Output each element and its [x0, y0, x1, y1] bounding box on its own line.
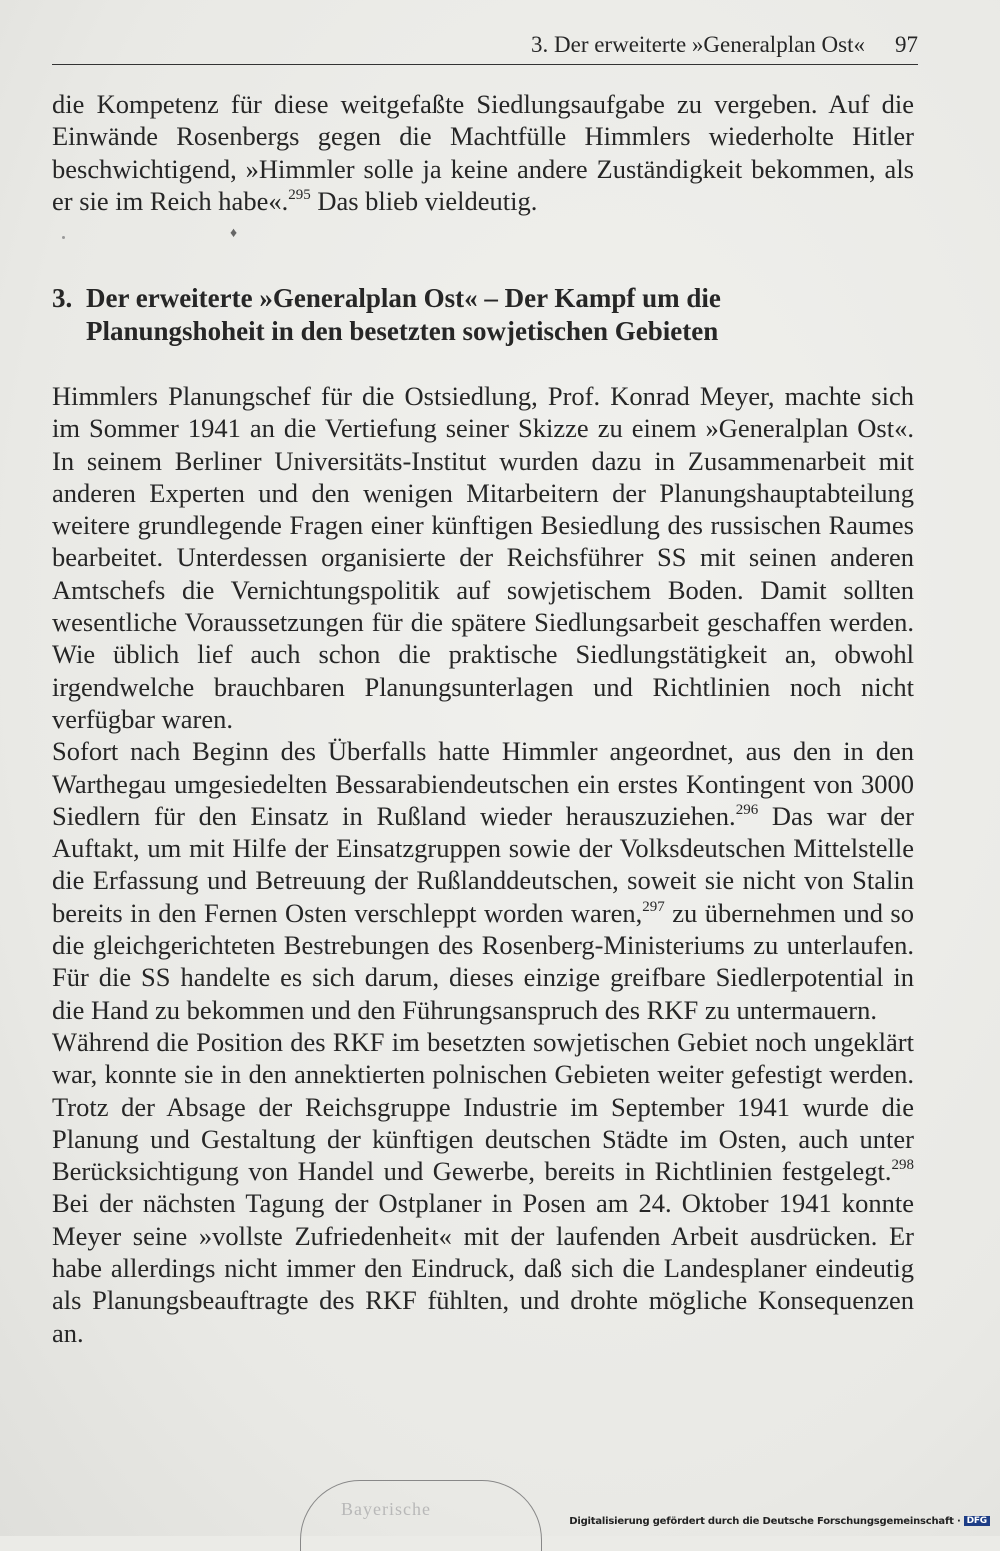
diamond-mark-icon: ♦: [230, 226, 238, 241]
dfg-logo-icon: DFG: [964, 1516, 990, 1526]
paragraph-3-part-a: Während die Position des RKF im besetzten sowjetischen Gebiet noch ungeklärt war, konnte sie in den annektierten polnischen Gebieten weiter gefestigt werden. Trotz der Absage der Reichsgruppe Industrie im September 1941 wurde die Planung und Gestaltung der künftigen deutschen Städte im Osten, auch unter Berücksichtigung von Handel und Gewerbe, bereits in Richtlinien festgelegt.: [52, 1026, 914, 1187]
stamp-text: Bayerische: [341, 1499, 431, 1519]
paragraph-3-part-b: Bei der nächsten Tagung der Ostplaner in Posen am 24. Oktober 1941 konnte Meyer seine »vollste Zufriedenheit« mit der laufenden Arbeit ausdrücken. Er habe allerdings nicht immer den Eindruck, daß sich die Landesplaner eindeutig als Planungsbeauftragte des RKF fühlten, und drohte mögliche Konsequenzen an.: [52, 1188, 914, 1348]
footnote-ref-296[interactable]: 296: [735, 801, 759, 818]
paragraph-2-part-b: Das war der Auftakt, um mit Hilfe der Einsatzgruppen sowie der Volksdeutschen Mittelstelle die Erfassung und Betreuung der Rußlanddeutschen, soweit sie nicht von Stalin bereits in den Fernen Osten verschleppt worden waren,: [52, 800, 914, 928]
paragraph-2-part-c: zu übernehmen und so die gleichgerichteten Bestrebungen des Rosenberg-Ministeriums zu unterlaufen. Für die SS handelte es sich darum, dieses einzige greifbare Siedlerpotential in die Hand zu bekommen und den Führungsanspruch des RKF zu untermauern.: [52, 897, 914, 1025]
footnote-ref-297[interactable]: 297: [642, 898, 665, 915]
running-header: [52, 30, 918, 60]
footnote-ref-298[interactable]: 298: [891, 1157, 914, 1174]
section-title-line2: Planungshoheit in den besetzten sowjetischen Gebieten: [86, 316, 719, 346]
section-number: 3.: [52, 283, 73, 313]
header-rule: [52, 64, 918, 65]
library-stamp: [300, 1480, 542, 1551]
paragraph-2-part-a: Sofort nach Beginn des Überfalls hatte Himmler angeordnet, aus den in den Warthegau umgesiedelten Bessarabiendeutschen ein erstes Kontingent von 3000 Siedlern für den Einsatz in Rußland wieder herauszuziehen.: [52, 736, 914, 831]
digitization-credit: [569, 1516, 990, 1527]
page-number: 97: [895, 32, 918, 57]
paragraph-3: [52, 1026, 914, 1349]
section-heading: [52, 282, 912, 348]
dot-mark: [62, 236, 65, 239]
main-text: [52, 380, 914, 1349]
intro-text: die Kompetenz für diese weitgefaßte Siedlungsaufgabe zu vergeben. Auf die Einwände Rosenbergs gegen die Machtfülle Himmlers wiederholte Hitler beschwichtigend, »Himmler solle ja keine andere Zuständigkeit bekommen, als er sie im Reich habe«.: [52, 89, 914, 216]
paragraph-2: [52, 735, 914, 1026]
intro-text-end: Das blieb vieldeutig.: [310, 185, 538, 216]
credit-text: Digitalisierung gefördert durch die Deutsche Forschungsgemeinschaft ·: [569, 1516, 961, 1527]
intro-paragraph: [52, 88, 914, 217]
paragraph-1: Himmlers Planungschef für die Ostsiedlung, Prof. Konrad Meyer, machte sich im Sommer 1941 an die Vertiefung seiner Skizze zu einem »Generalplan Ost«. In seinem Berliner Universitäts-Institut wurden dazu in Zusammenarbeit mit anderen Experten und den wenigen Mitarbeitern der Planungshauptabteilung weitere grundlegende Fragen einer künftigen Besiedlung des russischen Raumes bearbeitet. Unterdessen organisierte der Reichsführer SS mit seinen anderen Amtschefs die Vernichtungspolitik auf sowjetischem Boden. Damit sollten wesentliche Voraussetzungen für die spätere Siedlungsarbeit geschaffen werden. Wie üblich lief auch schon die praktische Siedlungstätigkeit an, obwohl irgendwelche brauchbaren Planungsunterlagen und Richtlinien noch nicht verfügbar waren.: [52, 381, 914, 734]
footnote-ref-295[interactable]: 295: [288, 186, 311, 203]
running-title: 3. Der erweiterte »Generalplan Ost«: [531, 32, 865, 57]
section-title-line1: Der erweiterte »Generalplan Ost« – Der Kampf um die: [86, 283, 721, 313]
